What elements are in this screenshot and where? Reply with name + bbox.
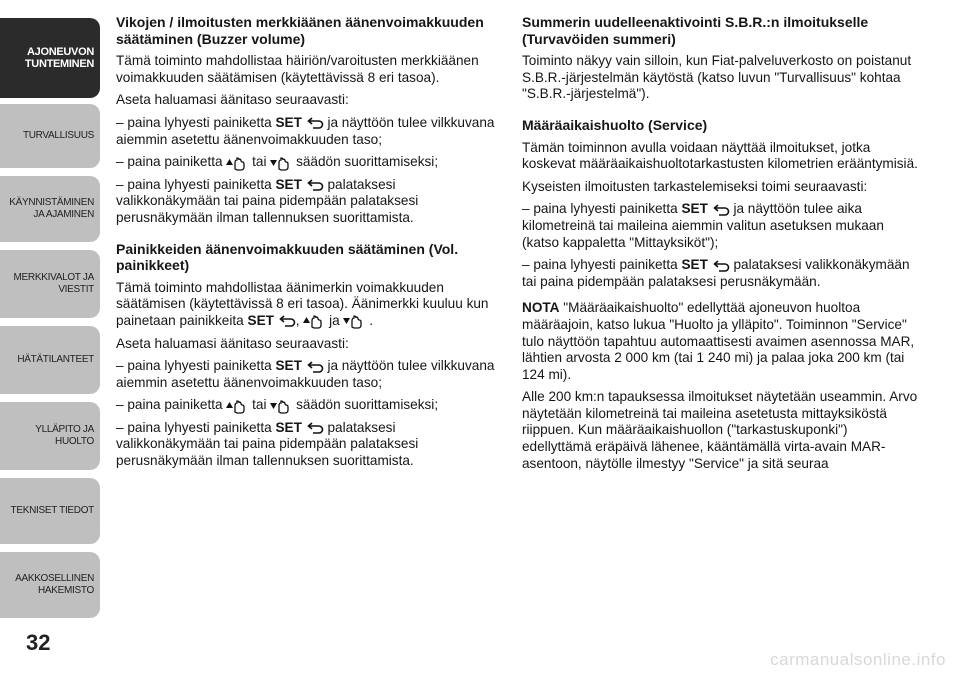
left-column [116,14,498,476]
volume-up-button-icon [303,313,325,329]
section-heading-vol-buttons: Painikkeiden äänenvoimakkuuden säätäminen (Vol. painikkeet) [116,240,459,274]
instruction-step: – paina lyhyesti painiketta SET palataksesi valikkonäkymään tai paina pidempään palataksesi perusnäkymään. [522,257,910,289]
volume-down-button-icon [270,155,292,171]
note-paragraph: NOTA "Määräaikaishuolto" edellyttää ajoneuvon huoltoa määräajoin, katso lukua "Huolto ja ylläpito". Toiminnon "Service" tulo näyttöön tapahtuu automaattisesti avaimen asennossa MAR, lähtien arvosta 2 000 km (tai 1 240 mi) ja palaa joka 200 km (tai 124 mi). [522,300,915,382]
paragraph: Alle 200 km:n tapauksessa ilmoitukset näytetään useammin. Arvo näytetään kilometreinä tai maileina asetetusta mittayksiköstä riippuen. Kun määräaikaishuollon ("tarkastuskuponki") edellyttämä eräpäivä lähenee, kääntämällä virta-avain MAR-asentoon, näytölle ilmestyy "Service" ja sitä seuraa [522,389,918,471]
paragraph: Toiminto näkyy vain silloin, kun Fiat-palveluverkosto on poistanut S.B.R.-järjestelmän käytöstä (katso luvun "Turvallisuus" kohtaa "S.B.R.-järjestelmä"). [522,53,912,102]
set-key-label: SET [275,358,302,374]
set-key-label: SET [681,201,708,217]
instruction-step: – paina lyhyesti painiketta SET palataksesi valikkonäkymään tai paina pidempään palataksesi perusnäkymään ilman tallennuksen suorittamista. [116,176,419,225]
section-heading-buzzer-volume: Vikojen / ilmoitusten merkkiäänen äänenvoimakkuuden säätäminen (Buzzer volume) [116,14,484,47]
paragraph: Tämä toiminto mahdollistaa äänimerkin voimakkuuden säätämisen (käytettävissä 8 eri tasoa). Äänimerkki kuuluu kun painetaan painikkeita SET , ja . [116,279,489,328]
return-arrow-icon [306,117,324,129]
paragraph: Kyseisten ilmoitusten tarkastelemiseksi toimi seuraavasti: [522,178,868,194]
return-arrow-icon [306,422,324,434]
set-key-label: SET [275,419,302,435]
instruction-step: – paina painiketta tai säädön suorittamiseksi; [116,397,439,413]
return-arrow-icon [278,315,296,327]
instruction-step: – paina lyhyesti painiketta SET ja näyttöön tulee vilkkuvana aiemmin asetettu äänenvoimakkuuden taso; [116,358,495,390]
chapter-tab-hatatilanteet[interactable]: HÄTÄTILANTEET [0,326,100,394]
set-key-label: SET [275,176,302,192]
paragraph: Tämän toiminnon avulla voidaan näyttää ilmoitukset, jotka koskevat määräaikaishuoltotarkastusten kilometrien erääntymisiä. [522,139,918,172]
chapter-tab-kaynnistaminen[interactable]: KÄYNNISTÄMINEN JA AJAMINEN [0,176,100,242]
watermark: carmanualsonline.info [770,650,946,669]
section-heading-service: Määräaikaishuolto (Service) [522,116,708,133]
paragraph: Aseta haluamasi äänitaso seuraavasti: [116,92,349,108]
page-number: 32 [26,630,51,655]
chapter-tab-merkkivalot[interactable]: MERKKIVALOT JA VIESTIT [0,250,100,318]
return-arrow-icon [712,204,730,216]
note-label: NOTA [522,300,560,316]
section-heading-sbr-buzzer: Summerin uudelleenaktivointi S.B.R.:n ilmoitukselle (Turvavöiden summeri) [522,14,869,47]
instruction-step: – paina lyhyesti painiketta SET palataksesi valikkonäkymään tai paina pidempään palataksesi perusnäkymään ilman tallennuksen suorittamista. [116,419,419,469]
instruction-step: – paina painiketta tai säädön suorittamiseksi; [116,154,439,170]
paragraph: Tämä toiminto mahdollistaa häiriön/varoitusten merkkiäänen voimakkuuden säätämisen (käytettävissä 8 eri tasoa). [116,53,479,85]
instruction-step: – paina lyhyesti painiketta SET ja näyttöön tulee vilkkuvana aiemmin asetettu äänenvoimakkuuden taso; [116,114,495,147]
set-key-label: SET [275,114,302,130]
volume-down-button-icon [270,398,292,414]
volume-up-button-icon [226,155,248,171]
volume-down-button-icon [343,313,365,329]
chapter-tab-hakemisto[interactable]: AAKKOSELLINEN HAKEMISTO [0,552,100,618]
chapter-tab-yllapito[interactable]: YLLÄPITO JA HUOLTO [0,402,100,470]
instruction-step: – paina lyhyesti painiketta SET ja näyttöön tulee aika kilometreinä tai maileina aiemmin valitun asetuksen mukaan (katso kappaletta "Mittayksiköt"); [522,201,884,250]
chapter-tab-tekniset-tiedot[interactable]: TEKNISET TIEDOT [0,478,100,544]
volume-up-button-icon [226,398,248,414]
set-key-label: SET [681,257,708,273]
return-arrow-icon [306,179,324,191]
return-arrow-icon [306,361,324,373]
paragraph: Aseta haluamasi äänitaso seuraavasti: [116,335,349,351]
chapter-tab-ajoneuvon-tunteminen[interactable]: AJONEUVON TUNTEMINEN [0,18,100,98]
right-column [522,14,918,478]
chapter-sidebar [0,0,100,678]
set-key-label: SET [247,312,274,328]
chapter-tab-turvallisuus[interactable]: TURVALLISUUS [0,104,100,168]
return-arrow-icon [712,260,730,272]
